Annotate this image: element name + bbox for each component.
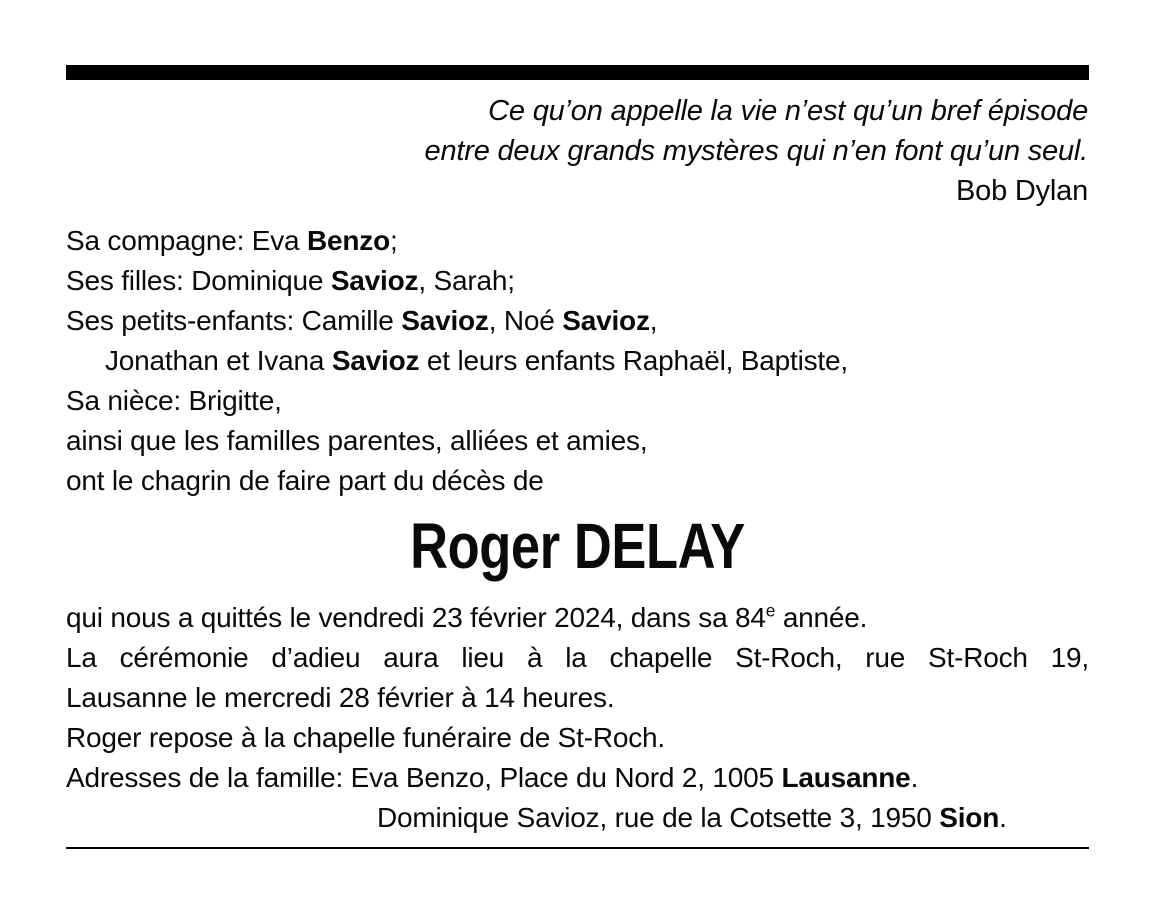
details-line-ceremony-1: La cérémonie d’adieu aura lieu à la chapelle St-Roch, rue St-Roch 19, bbox=[66, 642, 1089, 673]
daughters-text: Ses filles: Dominique bbox=[66, 265, 331, 296]
address2-punct: . bbox=[999, 802, 1007, 833]
details-line-death bbox=[66, 598, 1089, 638]
address2-city: Sion bbox=[939, 802, 1000, 833]
grandchildren2-rest: et leurs enfants Raphaël, Baptiste, bbox=[419, 345, 848, 376]
family-line-grandchildren-continuation bbox=[66, 341, 1089, 381]
epitaph-quote-line-1: Ce qu’on appelle la vie n’est qu’un bref épisode bbox=[488, 95, 1088, 127]
grandchildren-surname-1: Savioz bbox=[401, 305, 489, 336]
family-line-announcement: ont le chagrin de faire part du décès de bbox=[66, 465, 544, 496]
address1-punct: . bbox=[910, 762, 919, 793]
death-text: qui nous a quittés le vendredi 23 février 2024, dans sa 84 bbox=[66, 602, 766, 633]
address1-city: Lausanne bbox=[781, 762, 911, 793]
family-line-relatives: ainsi que les familles parentes, alliées et amies, bbox=[66, 425, 648, 456]
deceased-name: Roger DELAY bbox=[410, 510, 745, 582]
details-line-repose: Roger repose à la chapelle funéraire de St-Roch. bbox=[66, 722, 665, 753]
grandchildren-surname-2: Savioz bbox=[562, 305, 650, 336]
grandchildren-punct: , bbox=[649, 305, 658, 336]
companion-surname: Benzo bbox=[306, 225, 390, 256]
details-line-ceremony-2: Lausanne le mercredi 28 février à 14 heures. bbox=[66, 682, 615, 713]
family-list bbox=[66, 221, 1089, 501]
death-rest: année. bbox=[775, 602, 868, 633]
epitaph-quote bbox=[66, 91, 1088, 211]
daughters-rest: , Sarah; bbox=[418, 265, 515, 296]
top-rule-bar bbox=[66, 65, 1089, 80]
grandchildren2-surname: Savioz bbox=[331, 345, 420, 376]
grandchildren-mid: , Noé bbox=[488, 305, 563, 336]
epitaph-attribution: Bob Dylan bbox=[956, 175, 1088, 207]
grandchildren2-text: Jonathan et Ivana bbox=[105, 345, 332, 376]
address1-text: Adresses de la famille: Eva Benzo, Place du Nord 2, 1005 bbox=[66, 762, 782, 793]
daughters-surname: Savioz bbox=[330, 265, 419, 296]
family-line-grandchildren bbox=[66, 301, 1089, 341]
family-line-companion bbox=[66, 221, 1089, 261]
family-line-niece: Sa nièce: Brigitte, bbox=[66, 385, 282, 416]
companion-punct: ; bbox=[390, 225, 398, 256]
notice-details bbox=[66, 598, 1089, 838]
details-line-address-2 bbox=[66, 798, 1089, 838]
grandchildren-text: Ses petits-enfants: Camille bbox=[66, 305, 402, 336]
details-line-address-1 bbox=[66, 758, 1089, 798]
family-line-daughters bbox=[66, 261, 1089, 301]
companion-text: Sa compagne: Eva bbox=[66, 225, 307, 256]
death-age-ordinal: e bbox=[765, 600, 776, 621]
address2-text: Dominique Savioz, rue de la Cotsette 3, 1950 bbox=[377, 802, 940, 833]
epitaph-quote-line-2: entre deux grands mystères qui n’en font qu’un seul. bbox=[424, 135, 1088, 167]
bottom-rule-line bbox=[66, 847, 1089, 849]
